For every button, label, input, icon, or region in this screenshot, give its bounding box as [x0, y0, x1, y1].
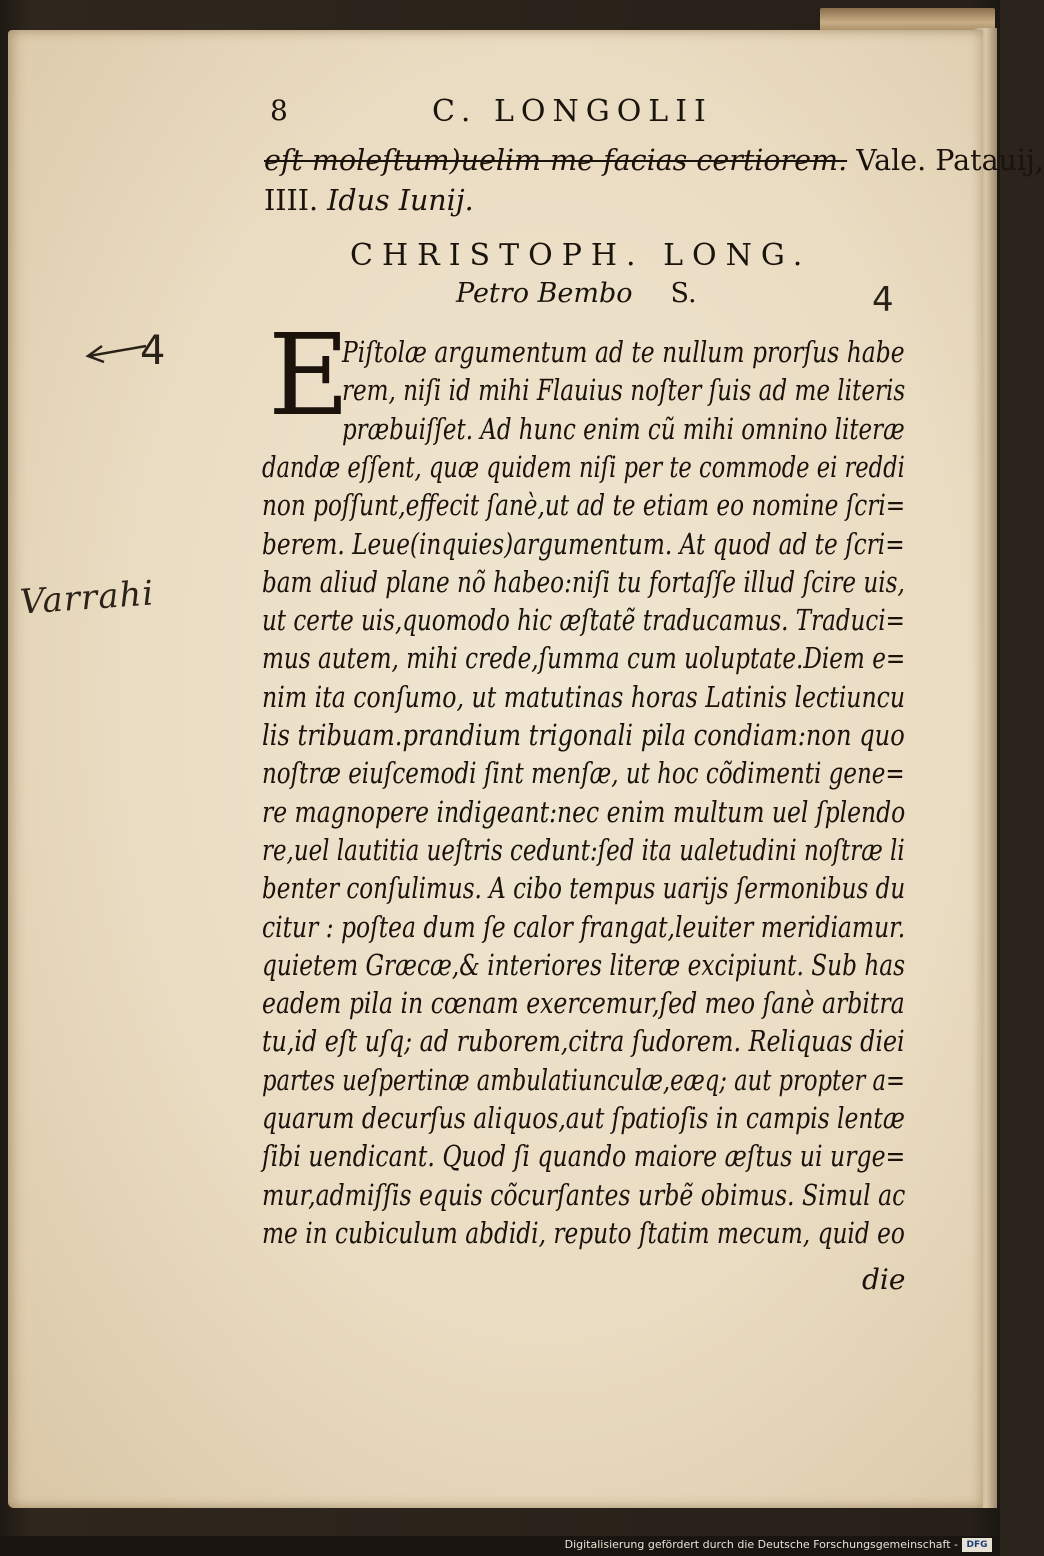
body-line: benter conſulimus. A cibo tempus uarijs ſermonibus du: [262, 872, 906, 906]
body-line: berem. Leue(inquies)argumentum. At quod ad te ſcri=: [262, 527, 905, 561]
body-line: tu,id eſt uſq; ad ruborem,citra ſudorem. Reliquas diei: [262, 1025, 905, 1059]
date-numeral: IIII.: [264, 184, 319, 217]
body-line: præbuiſſet. Ad hunc enim cũ mihi omnino literæ: [342, 412, 905, 446]
body-line: citur : poſtea dum ſe calor frangat,leuiter meridiamur.: [262, 910, 906, 944]
body-line: bam aliud plane nõ habeo:niſi tu fortaſſe illud ſcire uis,: [262, 565, 905, 599]
body-line: ut certe uis,quomodo hic æſtatẽ traducamus. Traduci=: [262, 604, 905, 638]
drop-capital: E: [268, 311, 350, 441]
salutation-s: S.: [670, 278, 697, 309]
body-line: ſibi uendicant. Quod ſi quando maiore æſtus ui urge=: [262, 1140, 906, 1174]
body-line: dandæ eſſent, quæ quidem niſi per te commode ei reddi: [262, 450, 905, 484]
margin-annotation-word: Varrahi: [18, 573, 156, 623]
letter-subheading: [456, 278, 697, 309]
margin-number: 4: [140, 328, 166, 374]
top-line-1-rest: Vale. Patauij,: [856, 144, 1044, 177]
body-line: nim ita conſumo, ut matutinas horas Latinis lectiuncu: [262, 680, 906, 714]
top-line-1: [264, 142, 1044, 180]
catchword: die: [862, 1263, 906, 1296]
body-line: quietem Græcæ,& interiores literæ excipiunt. Sub has: [262, 948, 906, 982]
body-line: partes ueſpertinæ ambulatiunculæ,eæq; aut propter a=: [262, 1063, 905, 1097]
footer-credit: Digitalisierung gefördert durch die Deutsche Forschungsgemeinschaft -: [564, 1538, 958, 1551]
body-line: re,uel lautitia ueſtris cedunt:ſed ita ualetudini noſtræ li: [262, 833, 905, 867]
page-edge-top: [820, 8, 995, 32]
body-line: mur,admiſſis equis cõcurſantes urbẽ obimus. Simul ac: [262, 1178, 906, 1212]
top-line-2: [264, 182, 474, 220]
body-line: non poſſunt,effecit ſanè,ut ad te etiam eo nomine ſcri=: [262, 489, 906, 523]
dfg-logo: DFG: [962, 1538, 992, 1552]
body-line: quarum decurſus aliquos,aut ſpatioſis in campis lentæ: [262, 1102, 905, 1135]
body-line: me in cubiculum abdidi, reputo ſtatim mecum, quid eo: [262, 1216, 905, 1250]
body-line: re magnopere indigeant:nec enim multum uel ſplendo: [262, 795, 906, 829]
running-title: C. LONGOLII: [432, 94, 713, 129]
struck-text: eſt moleſtum)uelim me facias certiorem.: [264, 144, 848, 177]
body-line: rem, niſi id mihi Flauius noſter ſuis ad me literis: [342, 374, 906, 408]
date-text: Idus Iunij.: [327, 184, 474, 217]
margin-arrow-icon: [84, 328, 184, 378]
letter-heading: CHRISTOPH. LONG.: [350, 238, 812, 273]
body-line: eadem pila in cœnam exercemur,ſed meo ſanè arbitra: [262, 987, 905, 1021]
margin-annotation-4: [84, 328, 184, 378]
body-line: lis tribuam.prandium trigonali pila condiam:non quo: [262, 719, 905, 752]
running-head: [262, 94, 752, 134]
body-line: noſtræ eiuſcemodi ſint menſæ, ut hoc cõdimenti gene=: [262, 757, 905, 791]
recipient-name: Petro Bembo: [456, 278, 633, 309]
body-line: mus autem, mihi crede,ſumma cum uoluptate.Diem e=: [262, 642, 906, 676]
page-number: 8: [270, 94, 288, 127]
body-line: Piſtolæ argumentum ad te nullum prorſus habe: [342, 336, 905, 369]
manuscript-number: 4: [872, 280, 894, 320]
